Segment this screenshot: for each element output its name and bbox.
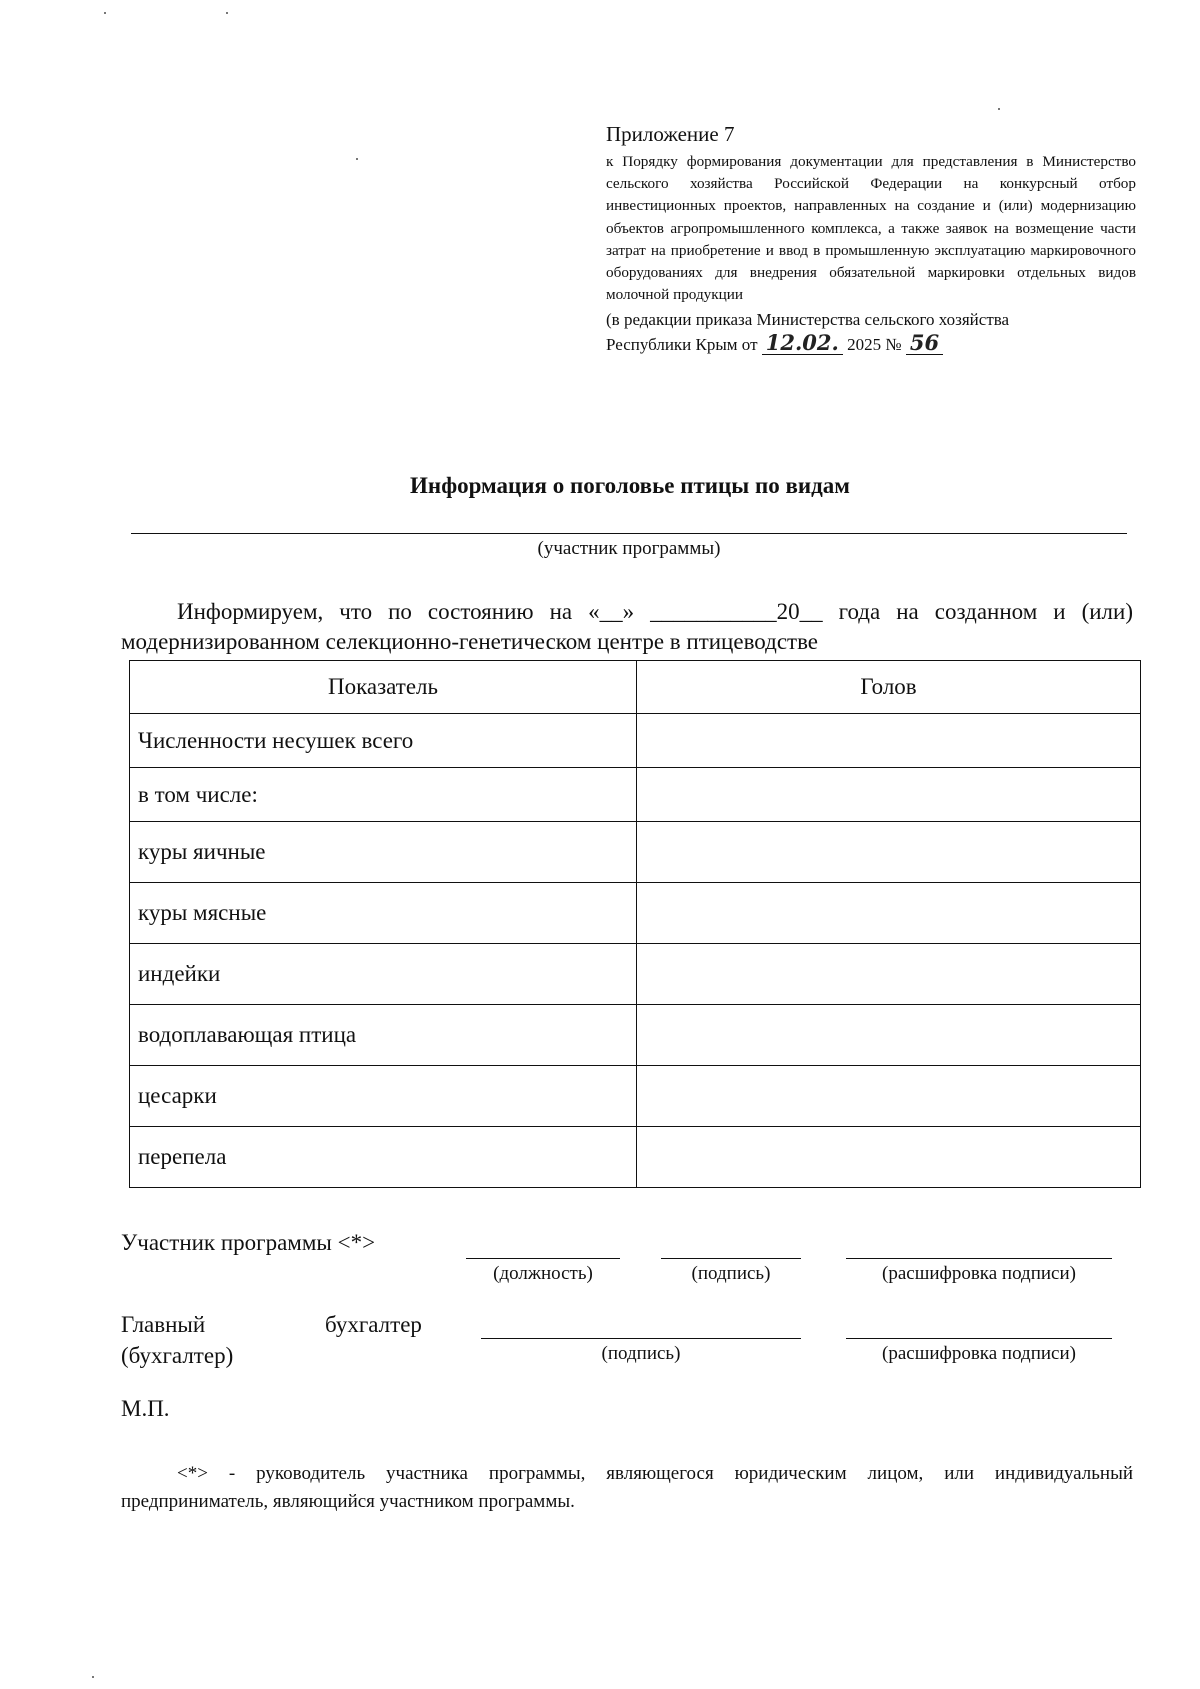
appendix-title: Приложение 7 (606, 122, 735, 146)
appendix-block (606, 122, 1136, 357)
footnote (121, 1460, 1133, 1516)
edition-number-handwritten: 56 (906, 332, 943, 355)
row-label: водоплавающая птица (130, 1005, 637, 1066)
scan-speck (998, 108, 1000, 110)
scan-speck (92, 1676, 94, 1678)
row-value-cell (637, 883, 1141, 944)
row-label: перепела (130, 1127, 637, 1188)
row-label: куры яичные (130, 822, 637, 883)
chief-decode-line (846, 1338, 1112, 1339)
participant-caption: (участник программы) (537, 538, 721, 559)
header-heads: Голов (637, 661, 1141, 714)
chief-word-1: Главный (121, 1312, 206, 1337)
appendix-edition (606, 308, 1136, 357)
row-value-cell (637, 1066, 1141, 1127)
intro-paragraph (121, 597, 1133, 657)
participant-signature-label: Участник программы <*> (121, 1230, 376, 1255)
poultry-table (129, 660, 1141, 1188)
row-value-cell (637, 768, 1141, 822)
footnote-text: <*> - руководитель участника программы, являющегося юридическим лицом, или индивидуальный предприниматель, являющийся участником программы. (121, 1463, 1133, 1512)
table-row (130, 822, 1141, 883)
chief-line-2: (бухгалтер) (121, 1343, 234, 1368)
signature-caption: (подпись) (691, 1263, 771, 1284)
document-title: Информация о поголовье птицы по видам (410, 473, 850, 498)
table-row (130, 1066, 1141, 1127)
table-row (130, 1127, 1141, 1188)
edition-prefix: Республики Крым от (606, 335, 758, 355)
seal-placeholder: М.П. (121, 1396, 170, 1421)
row-label: куры мясные (130, 883, 637, 944)
edition-year: 2025 № (847, 335, 902, 355)
edition-date-handwritten: 12.02. (762, 332, 843, 355)
row-value-cell (637, 1127, 1141, 1188)
intro-text: Информируем, что по состоянию на «__» ___________20__ года на созданном и (или) модернизированном селекционно-генетическом центре в птицеводстве (121, 599, 1133, 654)
chief-decode-caption: (расшифровка подписи) (882, 1343, 1076, 1364)
table-row (130, 768, 1141, 822)
row-label: индейки (130, 944, 637, 1005)
signature-line (661, 1258, 801, 1259)
edition-line-1: (в редакции приказа Министерства сельского хозяйства (606, 310, 1010, 330)
position-caption: (должность) (493, 1263, 593, 1284)
chief-signature-line (481, 1338, 801, 1339)
row-label: цесарки (130, 1066, 637, 1127)
scan-speck (226, 12, 228, 14)
scan-speck (104, 12, 106, 14)
table-row (130, 944, 1141, 1005)
edition-line-2 (606, 332, 1136, 357)
scan-speck (356, 158, 358, 160)
row-value-cell (637, 714, 1141, 768)
row-label: Численности несушек всего (130, 714, 637, 768)
participant-line (131, 533, 1127, 534)
decode-caption: (расшифровка подписи) (882, 1263, 1076, 1284)
row-value-cell (637, 944, 1141, 1005)
row-value-cell (637, 1005, 1141, 1066)
table-row (130, 883, 1141, 944)
header-indicator: Показатель (130, 661, 637, 714)
table-header-row (130, 661, 1141, 714)
chief-signature-caption: (подпись) (601, 1343, 681, 1364)
row-value-cell (637, 822, 1141, 883)
table-row (130, 1005, 1141, 1066)
table-row (130, 714, 1141, 768)
row-label: в том числе: (130, 768, 637, 822)
chief-word-2: бухгалтер (325, 1312, 422, 1337)
appendix-text: к Порядку формирования документации для представления в Министерство сельского хозяйства Российской Федерации на конкурсный отбор инвестиционных проектов, направленных на создание и (или) модернизацию объектов агропромышленного комплекса, а также заявок на возмещение части затрат на приобретение и ввод в промышленную эксплуатацию маркировочного оборудованиях для внедрения обязательной маркировки отдельных видов молочной продукции (606, 153, 1136, 304)
decode-line (846, 1258, 1112, 1259)
position-line (466, 1258, 620, 1259)
